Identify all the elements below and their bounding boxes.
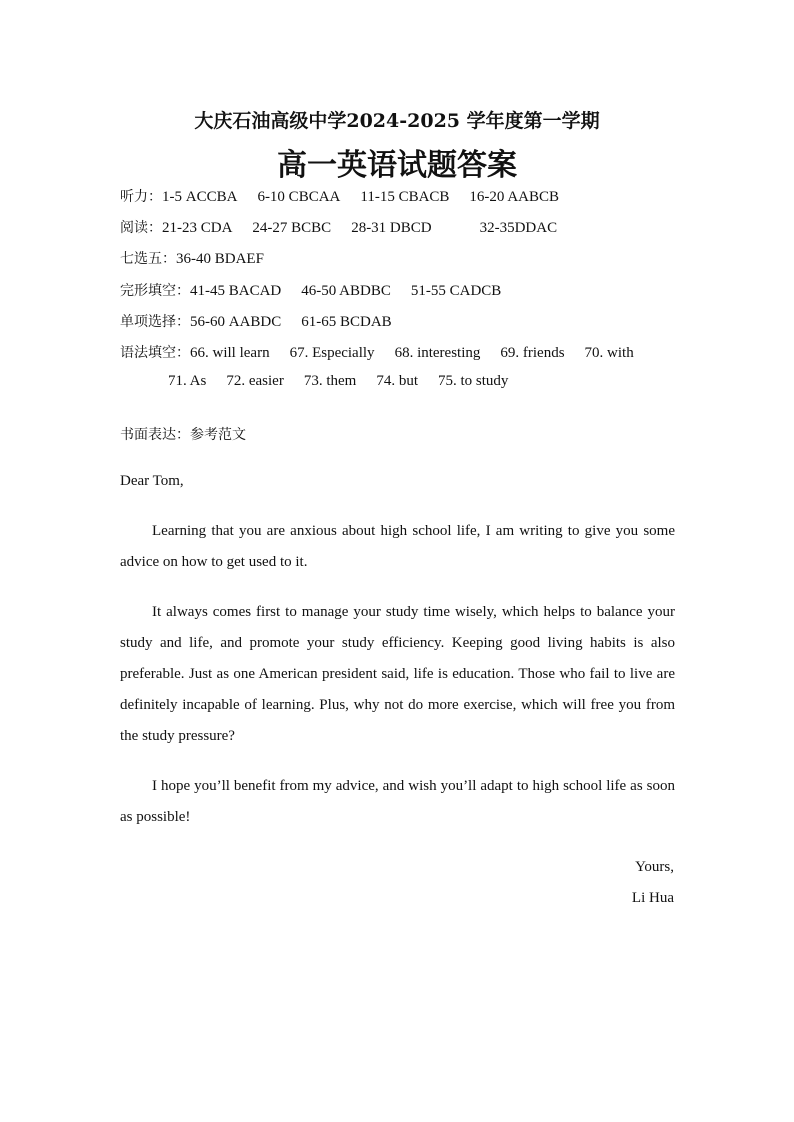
answer-item: 61-65 BCDAB	[301, 314, 392, 330]
answer-item: 46-50 ABDBC	[301, 283, 391, 299]
answer-item: 16-20 AABCB	[469, 189, 560, 205]
answer-item: 11-15 CBACB	[360, 189, 450, 205]
answer-line-grammar-fill	[120, 342, 654, 362]
answer-label: 听力：	[120, 189, 162, 205]
answer-line-seven-choose-five	[120, 248, 284, 268]
answer-item: 24-27 BCBC	[252, 220, 332, 236]
answer-item: 70. with	[584, 345, 634, 361]
answer-item: 73. them	[303, 373, 357, 389]
answer-item: 71. As	[168, 373, 207, 389]
letter-paragraph-3: I hope you’ll benefit from my advice, and wish you’ll adapt to high school life as soon as possible!	[120, 778, 675, 825]
answer-item: 36-40 BDAEF	[176, 251, 264, 267]
answer-item: 1-5 ACCBA	[162, 189, 238, 205]
answer-label: 单项选择：	[120, 314, 190, 330]
answer-line-grammar-fill-cont	[168, 373, 528, 390]
answer-label: 语法填空：	[120, 345, 190, 361]
answer-line-listening	[120, 186, 579, 206]
writing-label-text: 书面表达：参考范文	[120, 427, 246, 443]
school-term-heading: 大庆石油高级中学2024-2025 学年度第一学期	[194, 110, 600, 132]
answer-item: 32-35DDAC	[479, 220, 558, 236]
answer-item: 56-60 AABDC	[190, 314, 282, 330]
answer-item: 66. will learn	[190, 345, 270, 361]
answer-item: 72. easier	[226, 373, 284, 389]
answer-label: 完形填空：	[120, 283, 190, 299]
answer-item: 6-10 CBCAA	[257, 189, 341, 205]
answer-item: 75. to study	[438, 373, 509, 389]
answer-label: 阅读：	[120, 220, 162, 236]
answer-line-single-choice	[120, 311, 412, 331]
answer-item: 68. interesting	[394, 345, 481, 361]
letter-closing: Yours,	[635, 859, 674, 875]
letter-greeting: Dear Tom,	[120, 473, 184, 489]
answer-label: 七选五：	[120, 251, 176, 267]
answer-item: 74. but	[376, 373, 418, 389]
writing-section-label	[120, 424, 246, 444]
answer-item: 41-45 BACAD	[190, 283, 282, 299]
answer-line-reading	[120, 217, 577, 237]
letter-paragraph-2: It always comes first to manage your study time wisely, which helps to balance your study and life, and promote your study efficiency. Keeping good living habits is also preferable. Just as one American president said, life is education. Those who fail to live are definitely incapable of learning. Plus, why not do more exercise, which will free you from the study pressure?	[120, 604, 675, 744]
answer-item: 69. friends	[500, 345, 565, 361]
page-title: 高一英语试题答案	[277, 148, 517, 183]
answer-item: 51-55 CADCB	[410, 283, 502, 299]
answer-item: 28-31 DBCD	[351, 220, 432, 236]
answer-line-cloze	[120, 280, 521, 300]
letter-signature: Li Hua	[631, 890, 674, 906]
letter-paragraph-1: Learning that you are anxious about high school life, I am writing to give you some advice on how to get used to it.	[120, 523, 675, 570]
answer-item: 67. Especially	[289, 345, 375, 361]
answer-item: 21-23 CDA	[162, 220, 233, 236]
